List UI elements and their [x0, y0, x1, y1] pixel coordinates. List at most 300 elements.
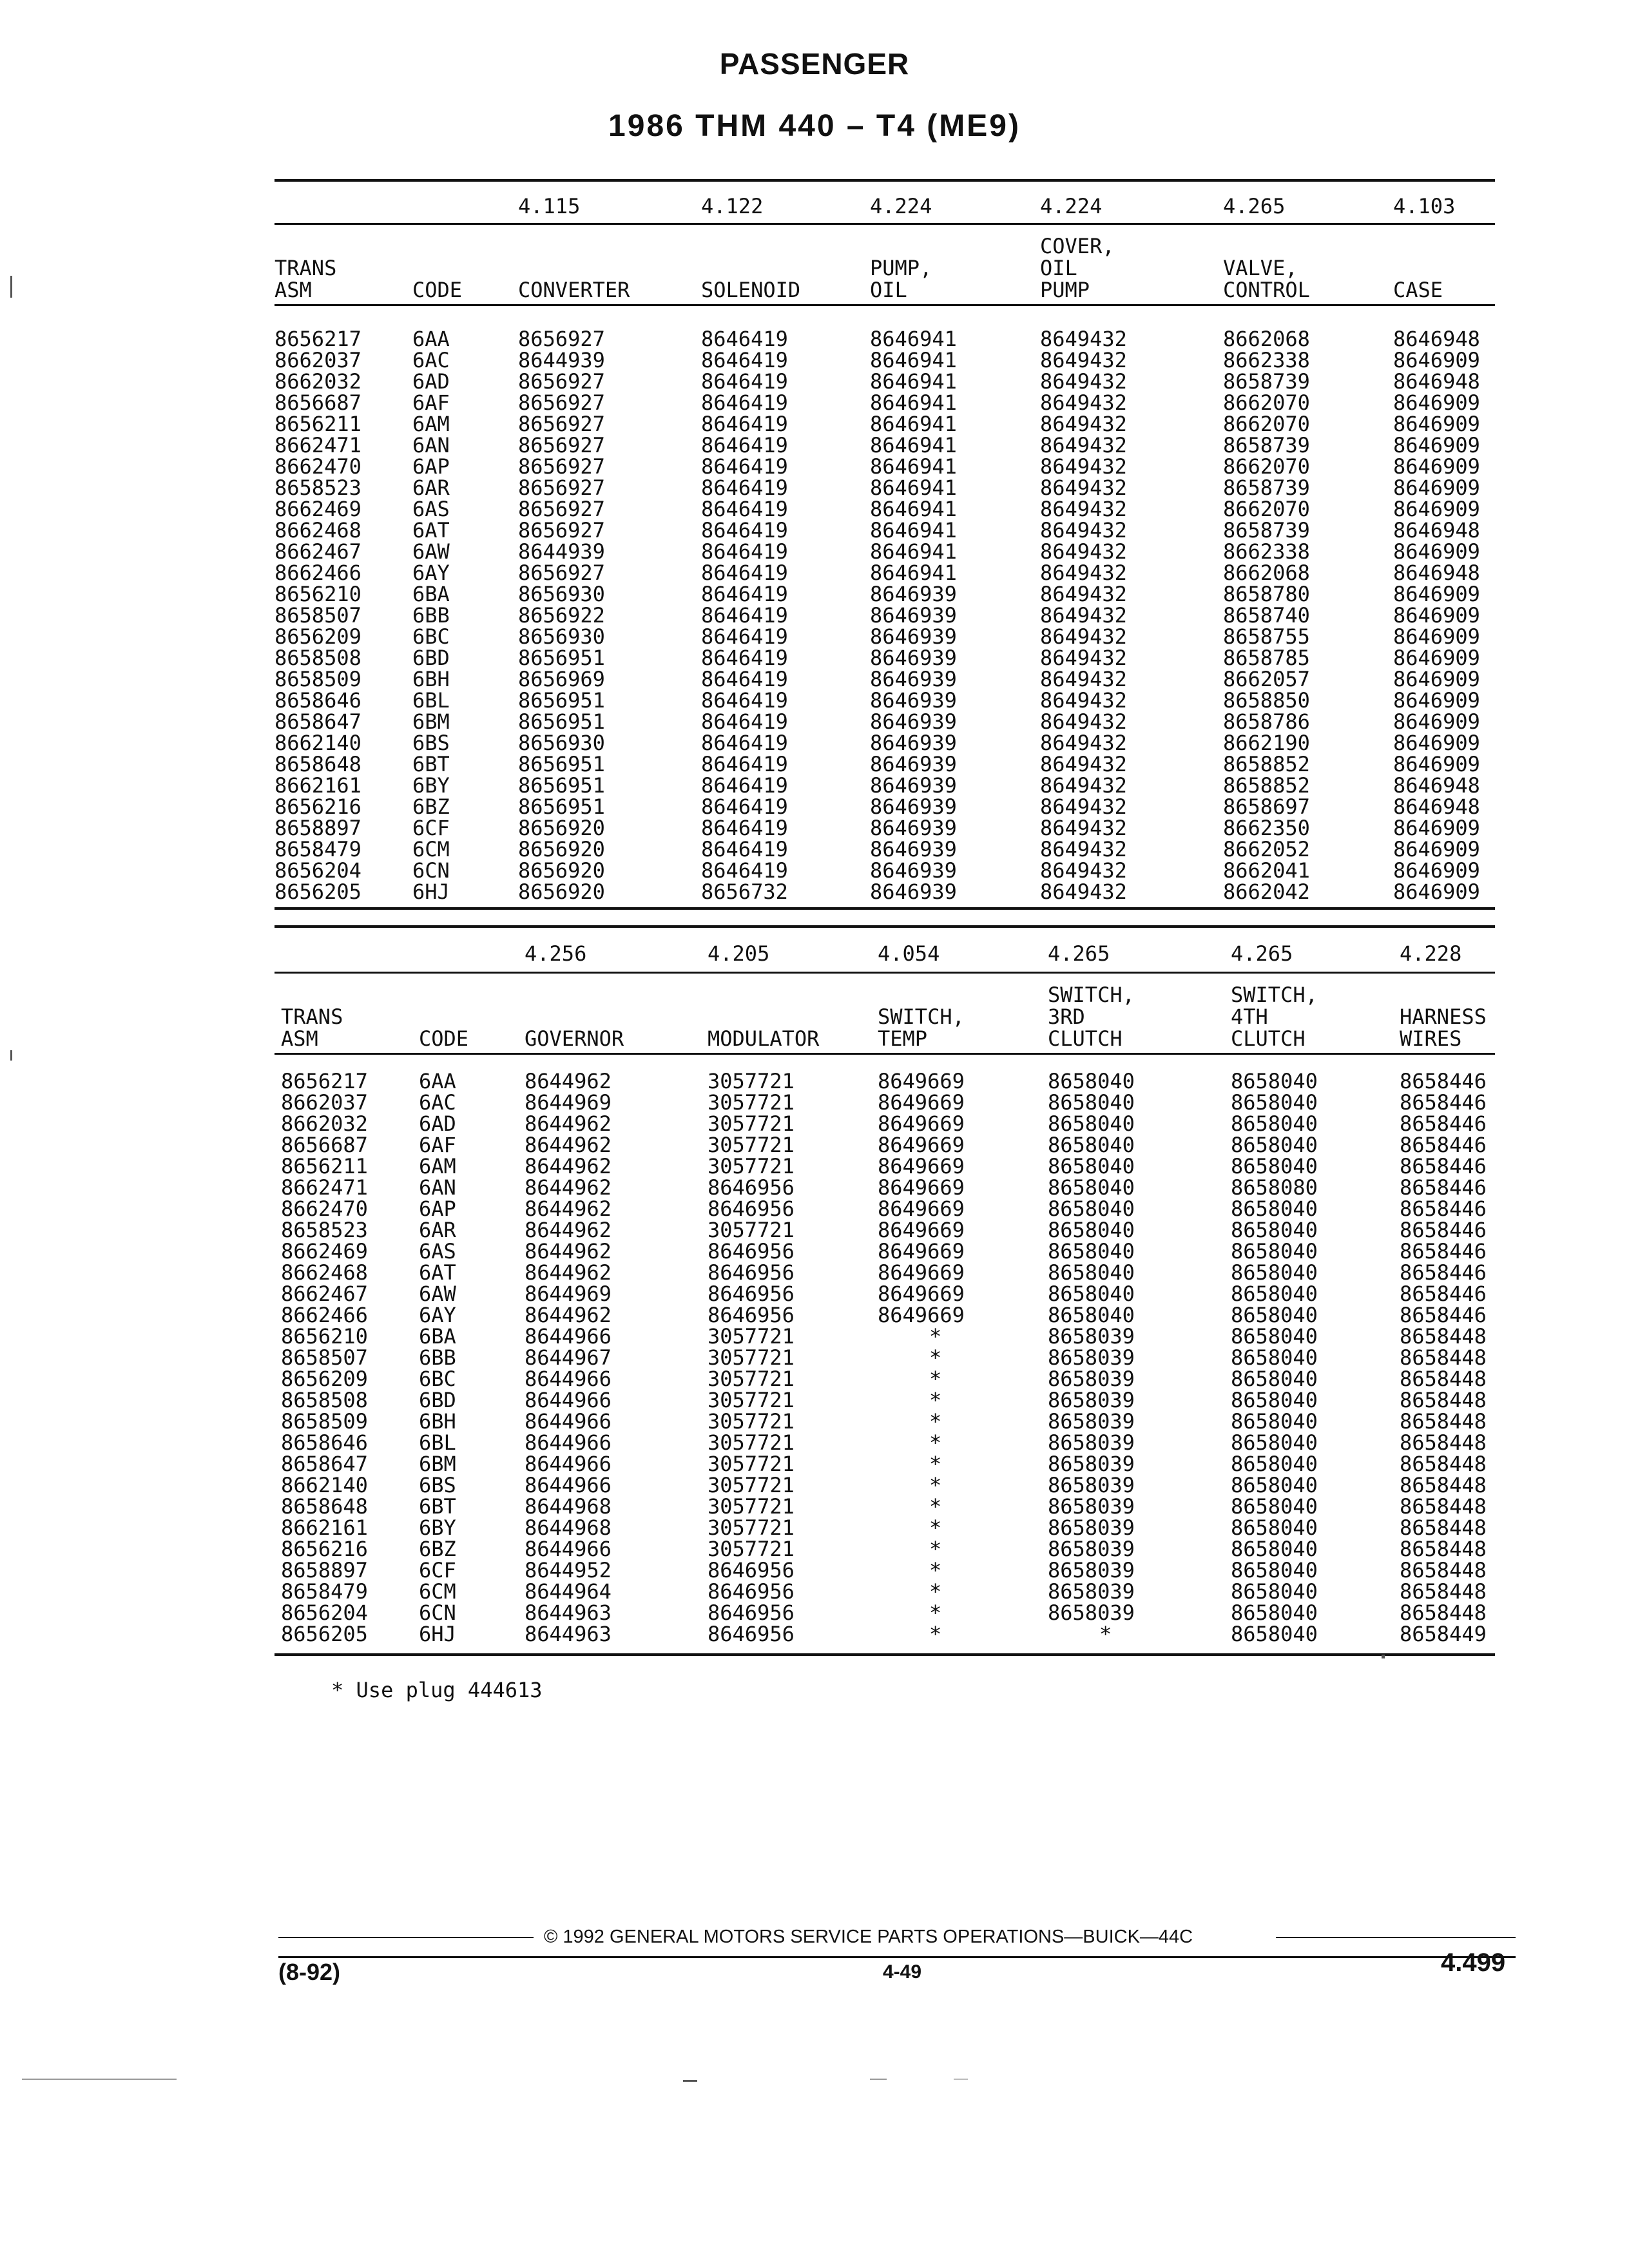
cell-part-number: 8646941 [870, 497, 957, 521]
cell-part-number: 8658739 [1223, 518, 1310, 543]
cell-part-number: 8658040 [1231, 1558, 1318, 1582]
cell-part-number: 8644939 [518, 539, 605, 564]
table-row [275, 1602, 1495, 1624]
column-header: CONVERTER [518, 278, 630, 302]
cell-part-number: 8658040 [1231, 1430, 1318, 1455]
cell-code: 6HJ [419, 1622, 456, 1646]
cell-part-number: 8658039 [1048, 1430, 1135, 1455]
cell-part-number: 8646956 [708, 1260, 795, 1285]
cell-part-number: 8646941 [870, 433, 957, 457]
cell-code: 6BM [419, 1452, 456, 1476]
cell-part-number: 8658040 [1048, 1111, 1135, 1136]
cell-part-number: 8658446 [1400, 1069, 1487, 1093]
cell-part-number: * [929, 1537, 942, 1561]
cell-part-number: 8656927 [518, 412, 605, 436]
cell-part-number: 8649432 [1040, 561, 1127, 585]
cell-trans-asm: 8662161 [275, 773, 361, 798]
table-row [275, 1305, 1495, 1326]
cell-code: 6CF [419, 1558, 456, 1582]
cell-part-number: 8644962 [525, 1239, 612, 1264]
cell-part-number: 8649669 [878, 1260, 965, 1285]
cell-part-number: 8649669 [878, 1175, 965, 1200]
footer-rule-right [1276, 1937, 1516, 1938]
cell-part-number: 8658446 [1400, 1282, 1487, 1306]
cell-part-number: 8646941 [870, 539, 957, 564]
cell-part-number: 8649432 [1040, 497, 1127, 521]
cell-part-number: 8658446 [1400, 1196, 1487, 1221]
cell-trans-asm: 8662471 [281, 1175, 368, 1200]
cell-trans-asm: 8658507 [281, 1345, 368, 1370]
cell-part-number: 8646956 [708, 1239, 795, 1264]
section-number: 4.265 [1223, 194, 1286, 218]
column-header: SWITCH, [878, 1004, 965, 1029]
cell-part-number: 8649432 [1040, 879, 1127, 904]
table-rule-top [275, 925, 1495, 928]
cell-part-number: * [1099, 1622, 1112, 1646]
cell-part-number: 8649432 [1040, 794, 1127, 819]
scan-speck [870, 2079, 887, 2080]
cell-part-number: 8658448 [1400, 1452, 1487, 1476]
cell-part-number: 8646941 [870, 327, 957, 351]
cell-part-number: 8649669 [878, 1218, 965, 1242]
cell-part-number: 8646941 [870, 412, 957, 436]
cell-part-number: 8649669 [878, 1282, 965, 1306]
column-header: OIL [870, 278, 907, 302]
cell-part-number: 8656927 [518, 390, 605, 415]
cell-part-number: 8646939 [870, 667, 957, 691]
table-row [275, 605, 1495, 626]
cell-part-number: 8649432 [1040, 667, 1127, 691]
column-header: VALVE, [1223, 256, 1298, 280]
cell-part-number: 8658040 [1231, 1111, 1318, 1136]
cell-part-number: 3057721 [708, 1154, 795, 1178]
table-row [275, 669, 1495, 690]
cell-part-number: 8649669 [878, 1111, 965, 1136]
table-row [275, 1624, 1495, 1645]
cell-code: 6AS [419, 1239, 456, 1264]
cell-part-number: 8644962 [525, 1196, 612, 1221]
cell-trans-asm: 8656205 [281, 1622, 368, 1646]
cell-part-number: 8658448 [1400, 1367, 1487, 1391]
cell-trans-asm: 8658508 [275, 646, 361, 670]
cell-trans-asm: 8656687 [275, 390, 361, 415]
cell-part-number: 8658040 [1048, 1196, 1135, 1221]
cell-part-number: 8658446 [1400, 1175, 1487, 1200]
cell-code: 6AR [419, 1218, 456, 1242]
table-row [275, 1347, 1495, 1369]
cell-part-number: 8646419 [701, 624, 788, 649]
cell-part-number: 8644939 [518, 348, 605, 372]
column-header-code: CODE [412, 278, 463, 302]
cell-code: 6BS [419, 1473, 456, 1497]
cell-part-number: 8658039 [1048, 1473, 1135, 1497]
cell-part-number: 8646419 [701, 731, 788, 755]
cell-trans-asm: 8656204 [275, 858, 361, 883]
cell-trans-asm: 8662470 [281, 1196, 368, 1221]
table-rule-header [275, 304, 1495, 306]
cell-code: 6BY [419, 1515, 456, 1540]
cell-part-number: 8658448 [1400, 1537, 1487, 1561]
cell-part-number: 8644963 [525, 1622, 612, 1646]
cell-trans-asm: 8662161 [281, 1515, 368, 1540]
cell-code: 6AT [412, 518, 450, 543]
cell-code: 6BT [412, 752, 450, 776]
cell-trans-asm: 8658479 [281, 1579, 368, 1604]
cell-part-number: 3057721 [708, 1430, 795, 1455]
cell-part-number: 8644968 [525, 1515, 612, 1540]
cell-trans-asm: 8656217 [275, 327, 361, 351]
scan-speck [1382, 1655, 1385, 1658]
table-row [275, 435, 1495, 456]
cell-part-number: 8646419 [701, 794, 788, 819]
cell-part-number: 8646909 [1393, 603, 1480, 628]
cell-code: 6BB [412, 603, 450, 628]
cell-trans-asm: 8662468 [281, 1260, 368, 1285]
cell-part-number: 8662070 [1223, 454, 1310, 479]
cell-part-number: 8649669 [878, 1090, 965, 1115]
cell-part-number: 8646419 [701, 752, 788, 776]
footer-rule-bottom [278, 1956, 1516, 1958]
cell-part-number: 8644962 [525, 1154, 612, 1178]
footer-page-number: 4-49 [883, 1961, 922, 1983]
cell-part-number: 8646909 [1393, 837, 1480, 861]
cell-part-number: * [929, 1600, 942, 1625]
table-rule-bottom [275, 907, 1495, 910]
cell-part-number: 8658040 [1231, 1409, 1318, 1434]
cell-part-number: 8658040 [1231, 1452, 1318, 1476]
table-row [275, 477, 1495, 499]
cell-part-number: 8658448 [1400, 1473, 1487, 1497]
cell-part-number: 8646939 [870, 731, 957, 755]
cell-part-number: 8646939 [870, 709, 957, 734]
cell-part-number: 8658040 [1048, 1133, 1135, 1157]
cell-part-number: 8658448 [1400, 1345, 1487, 1370]
cell-part-number: 8658040 [1048, 1069, 1135, 1093]
cell-trans-asm: 8662470 [275, 454, 361, 479]
cell-part-number: 8662068 [1223, 561, 1310, 585]
cell-part-number: 8658755 [1223, 624, 1310, 649]
cell-part-number: 8658039 [1048, 1558, 1135, 1582]
table-row [275, 499, 1495, 520]
cell-part-number: 8646909 [1393, 497, 1480, 521]
cell-code: 6BD [419, 1388, 456, 1412]
cell-part-number: 3057721 [708, 1218, 795, 1242]
cell-part-number: 8658852 [1223, 773, 1310, 798]
cell-part-number: 8658739 [1223, 369, 1310, 394]
cell-part-number: 8646909 [1393, 582, 1480, 606]
cell-part-number: 8646419 [701, 603, 788, 628]
cell-code: 6CM [419, 1579, 456, 1604]
cell-part-number: 8646956 [708, 1558, 795, 1582]
cell-part-number: 8656920 [518, 879, 605, 904]
cell-part-number: 8646419 [701, 348, 788, 372]
cell-part-number: 8658040 [1231, 1196, 1318, 1221]
cell-part-number: 8646419 [701, 582, 788, 606]
cell-code: 6BL [412, 688, 450, 713]
section-number: 4.265 [1048, 941, 1110, 966]
table-row [275, 1113, 1495, 1135]
cell-trans-asm: 8662466 [281, 1303, 368, 1327]
cell-part-number: 8658446 [1400, 1133, 1487, 1157]
cell-part-number: 8644962 [525, 1175, 612, 1200]
cell-part-number: 8662070 [1223, 390, 1310, 415]
cell-part-number: 8644966 [525, 1409, 612, 1434]
cell-part-number: 8658039 [1048, 1537, 1135, 1561]
cell-part-number: 8658040 [1231, 1069, 1318, 1093]
cell-code: 6AC [412, 348, 450, 372]
cell-part-number: 8644952 [525, 1558, 612, 1582]
cell-part-number: 8658040 [1231, 1494, 1318, 1519]
cell-part-number: 8662068 [1223, 327, 1310, 351]
cell-part-number: 8662041 [1223, 858, 1310, 883]
cell-part-number: 8658786 [1223, 709, 1310, 734]
table-row [275, 775, 1495, 796]
table-row [275, 1156, 1495, 1177]
cell-part-number: 8658040 [1231, 1600, 1318, 1625]
cell-part-number: 8644966 [525, 1367, 612, 1391]
section-number: 4.256 [525, 941, 587, 966]
table-row [275, 1135, 1495, 1156]
table-row [275, 1475, 1495, 1496]
cell-code: 6BY [412, 773, 450, 798]
cell-part-number: 8646948 [1393, 794, 1480, 819]
cell-part-number: 8646909 [1393, 624, 1480, 649]
section-number: 4.265 [1231, 941, 1293, 966]
cell-part-number: 8644969 [525, 1090, 612, 1115]
cell-trans-asm: 8656209 [281, 1367, 368, 1391]
cell-code: 6BZ [412, 794, 450, 819]
cell-trans-asm: 8662037 [275, 348, 361, 372]
cell-part-number: 8658448 [1400, 1430, 1487, 1455]
cell-part-number: 8646939 [870, 646, 957, 670]
cell-part-number: * [929, 1345, 942, 1370]
cell-part-number: 8658040 [1231, 1515, 1318, 1540]
column-header: 4TH [1231, 1004, 1268, 1029]
table-rule-header [275, 1053, 1495, 1055]
cell-part-number: 8649432 [1040, 433, 1127, 457]
cell-part-number: * [929, 1622, 942, 1646]
cell-code: 6AC [419, 1090, 456, 1115]
cell-part-number: 8658040 [1231, 1473, 1318, 1497]
cell-part-number: 8646419 [701, 709, 788, 734]
cell-code: 6AW [419, 1282, 456, 1306]
section-number: 4.103 [1393, 194, 1456, 218]
table-row [275, 1390, 1495, 1411]
cell-part-number: 8658448 [1400, 1515, 1487, 1540]
cell-part-number: 8646909 [1393, 539, 1480, 564]
cell-part-number: 8658446 [1400, 1218, 1487, 1242]
cell-part-number: 8656951 [518, 773, 605, 798]
cell-part-number: 8646956 [708, 1622, 795, 1646]
cell-part-number: 3057721 [708, 1515, 795, 1540]
table-row [275, 1198, 1495, 1220]
cell-code: 6BC [419, 1367, 456, 1391]
column-header: CLUTCH [1048, 1026, 1123, 1051]
cell-part-number: 8656920 [518, 837, 605, 861]
cell-code: 6BA [419, 1324, 456, 1349]
cell-part-number: 8662350 [1223, 816, 1310, 840]
cell-part-number: 8658040 [1231, 1388, 1318, 1412]
scan-speck [10, 276, 12, 298]
column-header: GOVERNOR [525, 1026, 624, 1051]
cell-trans-asm: 8662467 [275, 539, 361, 564]
cell-part-number: 8646948 [1393, 773, 1480, 798]
column-header: CONTROL [1223, 278, 1310, 302]
cell-code: 6BZ [419, 1537, 456, 1561]
cell-part-number: 8658040 [1231, 1537, 1318, 1561]
cell-part-number: 8646956 [708, 1579, 795, 1604]
cell-part-number: 8646419 [701, 412, 788, 436]
cell-part-number: 8646948 [1393, 518, 1480, 543]
cell-trans-asm: 8656216 [275, 794, 361, 819]
column-header-trans-asm: ASM [281, 1026, 318, 1051]
cell-part-number: 8658040 [1231, 1133, 1318, 1157]
cell-part-number: 8662070 [1223, 497, 1310, 521]
cell-code: 6AT [419, 1260, 456, 1285]
section-number-row [275, 943, 1495, 969]
cell-part-number: 3057721 [708, 1494, 795, 1519]
cell-part-number: 8658040 [1231, 1239, 1318, 1264]
cell-part-number: 8656951 [518, 709, 605, 734]
cell-code: 6AR [412, 476, 450, 500]
cell-part-number: 8658080 [1231, 1175, 1318, 1200]
cell-code: 6BM [412, 709, 450, 734]
footer-copyright: © 1992 GENERAL MOTORS SERVICE PARTS OPERATIONS—BUICK—44C [544, 1927, 1193, 1947]
cell-part-number: 8658040 [1231, 1090, 1318, 1115]
column-header: PUMP [1040, 278, 1090, 302]
cell-part-number: 8649432 [1040, 348, 1127, 372]
cell-part-number: 8646939 [870, 624, 957, 649]
cell-part-number: 8646419 [701, 390, 788, 415]
cell-part-number: 8658040 [1231, 1154, 1318, 1178]
cell-part-number: 8646419 [701, 646, 788, 670]
cell-part-number: * [929, 1409, 942, 1434]
table-row [275, 1581, 1495, 1602]
cell-part-number: 8646419 [701, 858, 788, 883]
cell-part-number: 8658040 [1048, 1260, 1135, 1285]
cell-part-number: 8658785 [1223, 646, 1310, 670]
cell-part-number: 8658448 [1400, 1558, 1487, 1582]
cell-part-number: * [929, 1494, 942, 1519]
cell-part-number: 8646909 [1393, 816, 1480, 840]
cell-trans-asm: 8662140 [275, 731, 361, 755]
cell-part-number: 8649669 [878, 1133, 965, 1157]
cell-part-number: 8646419 [701, 369, 788, 394]
cell-part-number: 8646909 [1393, 454, 1480, 479]
cell-part-number: 8646909 [1393, 879, 1480, 904]
cell-trans-asm: 8656687 [281, 1133, 368, 1157]
cell-part-number: 3057721 [708, 1111, 795, 1136]
cell-trans-asm: 8658507 [275, 603, 361, 628]
cell-part-number: * [929, 1367, 942, 1391]
cell-part-number: 8658040 [1048, 1154, 1135, 1178]
cell-trans-asm: 8656211 [275, 412, 361, 436]
cell-part-number: 8658448 [1400, 1600, 1487, 1625]
cell-part-number: 8658446 [1400, 1303, 1487, 1327]
cell-part-number: 8644966 [525, 1388, 612, 1412]
cell-part-number: 8646941 [870, 518, 957, 543]
cell-part-number: 8656927 [518, 369, 605, 394]
footnote: * Use plug 444613 [331, 1678, 543, 1702]
footer-rule-left [278, 1937, 534, 1938]
cell-part-number: * [929, 1452, 942, 1476]
cell-part-number: 8644966 [525, 1473, 612, 1497]
cell-part-number: 8658697 [1223, 794, 1310, 819]
cell-part-number: 8658446 [1400, 1111, 1487, 1136]
table-row [275, 1220, 1495, 1241]
cell-part-number: 3057721 [708, 1324, 795, 1349]
cell-trans-asm: 8658646 [281, 1430, 368, 1455]
cell-code: 6CM [412, 837, 450, 861]
cell-part-number: 3057721 [708, 1452, 795, 1476]
cell-part-number: 8658040 [1048, 1303, 1135, 1327]
section-number: 4.224 [1040, 194, 1103, 218]
cell-part-number: 8649432 [1040, 369, 1127, 394]
cell-code: 6BC [412, 624, 450, 649]
cell-trans-asm: 8658648 [281, 1494, 368, 1519]
cell-trans-asm: 8658897 [275, 816, 361, 840]
cell-part-number: 8658040 [1231, 1282, 1318, 1306]
cell-part-number: 3057721 [708, 1388, 795, 1412]
cell-part-number: 8658039 [1048, 1345, 1135, 1370]
cell-part-number: 8656922 [518, 603, 605, 628]
cell-part-number: 8658039 [1048, 1600, 1135, 1625]
section-number: 4.122 [701, 194, 764, 218]
cell-code: 6AD [412, 369, 450, 394]
table-row [275, 392, 1495, 414]
cell-part-number: 8662338 [1223, 539, 1310, 564]
cell-part-number: 8646419 [701, 816, 788, 840]
table-row [275, 1369, 1495, 1390]
cell-part-number: 8646909 [1393, 709, 1480, 734]
cell-part-number: 8656927 [518, 433, 605, 457]
cell-part-number: 8662042 [1223, 879, 1310, 904]
cell-part-number: 8658448 [1400, 1409, 1487, 1434]
cell-code: 6BH [412, 667, 450, 691]
cell-code: 6AF [419, 1133, 456, 1157]
cell-trans-asm: 8662468 [275, 518, 361, 543]
column-header: TEMP [878, 1026, 928, 1051]
cell-trans-asm: 8662471 [275, 433, 361, 457]
cell-code: 6HJ [412, 879, 450, 904]
column-header: SWITCH, [1048, 983, 1135, 1007]
cell-part-number: 8662052 [1223, 837, 1310, 861]
column-header: MODULATOR [708, 1026, 820, 1051]
cell-part-number: * [929, 1430, 942, 1455]
cell-part-number: 8658740 [1223, 603, 1310, 628]
cell-part-number: * [929, 1324, 942, 1349]
table-row [275, 648, 1495, 669]
cell-part-number: 8646419 [701, 497, 788, 521]
cell-part-number: 8658039 [1048, 1515, 1135, 1540]
cell-trans-asm: 8656204 [281, 1600, 368, 1625]
cell-code: 6BL [419, 1430, 456, 1455]
cell-part-number: 8649432 [1040, 816, 1127, 840]
column-header-code: CODE [419, 1026, 469, 1051]
cell-part-number: 8646941 [870, 454, 957, 479]
page-subtitle: 1986 THM 440 – T4 (ME9) [608, 109, 1021, 143]
table-row [275, 414, 1495, 435]
cell-part-number: 8646419 [701, 837, 788, 861]
cell-part-number: 8658446 [1400, 1239, 1487, 1264]
cell-trans-asm: 8658509 [275, 667, 361, 691]
cell-part-number: 8646941 [870, 390, 957, 415]
cell-part-number: 8646948 [1393, 561, 1480, 585]
cell-part-number: 8656920 [518, 858, 605, 883]
cell-trans-asm: 8662140 [281, 1473, 368, 1497]
cell-part-number: 8649432 [1040, 476, 1127, 500]
cell-part-number: * [929, 1515, 942, 1540]
